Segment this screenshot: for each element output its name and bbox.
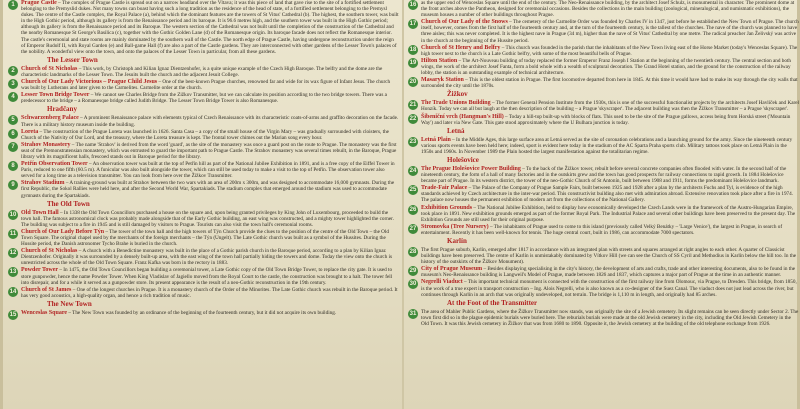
entry-title: Church of Our Lady Before Týn: [21, 228, 105, 235]
section-heading-karl-n: Karlín: [447, 237, 467, 245]
entry-30: 30 Negrelli Viaduct – This important technical monument is connected with the construction of the first railway line from Olomouc, via Prague, to Dresden. This bridge, from 1850, is the work of a true expert in transport construction – Ing. Alois Negrelli, who is also known as a co-designer of the Suez Canal. The viaduct does not just lead across the river, but continues through Karlín in an arch that was originally undeveloped, not terrain. The bridge is 1,110 m in length, and originally had 85 arches.: [409, 279, 797, 298]
entry-title: Šibeniční vrch (Hangman's Hill): [421, 113, 504, 120]
entry-title: Church of St Nicholas: [21, 65, 78, 72]
number-badge: 4: [8, 92, 18, 102]
entry-7: 7 Strahov Monastery – The name 'Strahov' is derived from the word 'guard', as the site of the monastery was once a guard post on the route to Prague. The monastery was the first seat of the Premonstratensian monastery, which was entrusted to guard the important path to Prague Castle. The Strahov monastery was several times rebuilt, in the Baroque, Prague library with its magnificent halls, frescoed stands out in Baroque period for the library.: [7, 142, 399, 160]
entry-text: The name 'Strahov' is derived from the word 'guard', as the site of the monastery was once a guard post on the route to Prague. The monastery was the first seat of the Premonstratensian monastery, which was entrusted to guard the important path to Prague Castle. The Strahov monastery was several times rebuilt, in the Baroque, Prague library with its magnificent halls, frescoed stands out in Baroque period for the library.: [21, 141, 397, 160]
number-badge: 13: [9, 269, 17, 276]
entry-text: This church was founded in the parish that the inhabitants of the New Town living east of the Horse Market (today's Wenceslas Square). The high tower next to the church is a Late Gothic belfry, with some of the most beautiful bells of Prague.: [421, 44, 798, 57]
entry-27: 27 Stromovka (Tree Nursery) – The inhabitants of Prague used to come to this island (previously called Velký Benátky – 'Large Venice'), the largest in Prague, in search of entertainment. Recently it has been well-known for tennis. The huge central court, built in 1986, can accommodate 7000 spectators.: [409, 223, 783, 236]
number-badge: 1: [8, 0, 18, 10]
entry-text: This is the oldest station in Prague. The first locomotive departed from here in 1845. At this time it would have had to make its way through the city walls that surrounded the city until the 1870s.: [421, 77, 798, 90]
section-heading-hole-ovice: Holešovice: [447, 155, 479, 164]
number-badge: 16: [409, 2, 417, 8]
entry-20: 20 Masaryk Station – This is the oldest station in Prague. The first locomotive departed from here in 1845. At this time it would have had to make its way through the city walls that surrounded the city until the 1870s.: [409, 77, 798, 90]
section-heading-the-lesser-town: The Lesser Town: [47, 55, 98, 64]
entry-26: 26 Exhibition Grounds – The National Jubilee Exhibition, held to display how economically developed the Czech Lands were in the framework of the Austro-Hungarian Empire, took place in 1891. New exhibition grounds emerged as part of the former Royal Park. The Industrial Palace and several other buildings have been preserved to the present day. The Exhibition Grounds are still used for their original purpose.: [409, 204, 796, 223]
number-badge: 28: [409, 249, 417, 255]
number-badge: 6: [8, 129, 18, 139]
entry-text: The former General Pension Institute from the 1930s, this is one of the successful functionalist projects by the architects Josef Havlíček and Karel Honzík. Today we can all but laugh at the then description of the building – a Prague 'skyscraper'. The adjacent building was then the Žižkov Transmitter – a Prague 'skyscraper'.: [421, 100, 799, 113]
entry-text: as the upper end of Wenceslas Square until the end of the century. The Neo-Renaissance building, by the architect Josef Schulz, is monumental in character. The prominent dome at the front arches above the Pantheon, designed for ceremonial occasions. Besides the collections in the main building (zoological, mineralogical, and numismatic exhibitions), the museum houses a number of other buildings throughout Prague.: [421, 0, 795, 19]
entry-text: The inhabitants of Prague used to come to this island (previously called Velký Benátky – 'Large Venice'), the largest in Prague, in search of entertainment. Recently it has been well-known for tennis. The huge central court, built in 1986, can accommodate 7000 spectators.: [421, 223, 783, 236]
entry-19: 19 Hilton Station – The Art-Nouveau building of today replaced the former Emperor Franz Joseph I Station at the beginning of the twentieth century. The central section and both wings, the work of the architect Josef Fanta, form a bold whole with a wealth of sculptural decoration. The Grand Hotel station, and the ground for the construction of the railway lobby, the station is an outstanding example of technical architecture.: [409, 57, 792, 77]
entry-title: Loreta: [21, 128, 39, 135]
entry-text: The Palace of the Company of Prague Sample Fairs, built between 1925 and 1928 after a plan by the architects Fuchs and Tyl, is evidence of the high standards achieved by Czech architecture in the inter-war period. This constructivist building also met with admiration abroad. Extensive renovation took place after a fire in 1974. The palace now houses the permanent exhibition of modern art from the collections of the National Gallery.: [421, 185, 794, 204]
number-badge: 20: [409, 79, 417, 86]
column-divider: [402, 0, 404, 409]
section-heading-the-old-town: The Old Town: [47, 199, 90, 208]
entry-text: The New Town was founded by an ordinance of the beginning of the fourteenth century, but it did not acquire its own building.: [72, 309, 337, 316]
number-badge: 7: [8, 142, 18, 152]
entry-text: To the back of the Žižkov tower, rebuilt before several concrete companies often flooded with water. In the second half of the nineteenth century, the form of a hall of many factories and in the outskirts grew and the town has good prospects for railway connections to rapid growth. In 1884 Holešovice became part of Prague. In its western district, the tower of the neo-Gothic Church of St Antonín, built between 1908 and 1911, forms the predominant Holešovice landmark.: [421, 165, 787, 185]
section-heading-hrad-any: Hradčany: [47, 105, 77, 114]
entry-title: Trade-Fair Palace: [421, 185, 468, 192]
entry-title: Church of Our Lady of the Snows: [421, 19, 508, 26]
number-badge: 2: [8, 66, 18, 76]
entry-title: Strahov Monastery: [21, 141, 71, 148]
entry-text: The Art-Nouveau building of today replaced the former Emperor Franz Joseph I Station at the beginning of the twentieth century. The central section and both wings, the work of the architect Josef Fanta, form a bold whole with a wealth of sculptural decoration. The Grand Hotel station, and the ground for the construction of the railway lobby, the station is an outstanding example of technical architecture.: [421, 57, 792, 77]
entry-text: A training-ground was built at Strahov between the two wars with an area of 200m x 300m, and was designed to accommodate 16,000 gymnasts. During the first Republic, the Sokol Rallies were held here, and after the Second World War, Spartakiads. The stadium complex that emerged around the stadium was used to accommodate gymnasts during the Spartakiads.: [21, 180, 395, 199]
number-badge: 3: [8, 79, 18, 89]
number-badge: 22: [409, 115, 417, 122]
entry-title: Church of St James: [21, 286, 72, 293]
entry-text: Besides displaying specialising in the city's history, the development of arts and crafts, trade and other interesting documents, also to be found in the museum's Neo-Renaissance building is Langweil's Model of Prague, made between 1826 and 1837, which captures a major part of Prague at the time in an authentic manner.: [421, 266, 796, 279]
number-badge: 31: [409, 310, 417, 317]
entry-29: 29 City of Prague Museum – Besides displaying specialising in the city's history, the development of arts and crafts, trade and other interesting documents, also to be found in the museum's Neo-Renaissance building is Langweil's Model of Prague, made between 1826 and 1837, which captures a major part of Prague at the time in an authentic manner.: [409, 266, 796, 279]
entry-title: Old Town Hall: [21, 209, 59, 216]
entry-text: In 1475, the Old Town Councillors began building a ceremonial tower, a Late Gothic copy of the Old Town Bridge Tower, to replace the city gate. It is used to store gunpowder, hence the name Powder Tower. When King Vladislav of Jagiello moved from the Royal Court to the castle, the construction was brought to a halt. The tower fell into disrepair, and for a while it served as a gunpowder store. Its present appearance is the result of a neo-Gothic reconstruction in the 19th century.: [21, 267, 393, 286]
entry-text: We cannot see Charles Bridge from the Zižkov Transmitter, but we can calculate its position according to the two bridge towers. There was a predecessor to the bridge – a Romanesque bridge called Judith Bridge. The Lesser Town Bridge Tower is also Romanesque.: [21, 92, 387, 105]
entry-text: One of the best-known Prague churches, renowned far and wide for its wax figure of Infant Jesus. The church was built by Lutherans and later given to the Carmelites. Carmelite order at the church.: [21, 79, 391, 92]
number-badge: 30: [409, 281, 417, 288]
entry-text: The tower of the town hall and the high towers of Týn Church provide the clues to the position of the centre of the Old Town – the Old Town Square. The original chapel used by the merchants of the foreign merchants – the Týn (Ungelt). The Late Gothic church was built as a symbol of the Hussites. During the Hussite period, the Danish astronomer Tycho Brahe is buried in the church.: [21, 228, 389, 248]
entry-title: The Trade Unions Building: [421, 100, 491, 107]
entry-text: The complex of Prague Castle is spread out on a narrow headland over the Vltava; it was this piece of land that gave rise to the site of a fortified settlement belonging to the Premyslid dukes. Not many towns can boast having such a long tradition as the residence of the head of state, of a fortified settlement belonging to the Premysl dukes. The centre of the Castle complex, the Royal Palace (a), behind which the dominant features are the towers of St Vitus' Cathedral (b). The highest, the southern tower, was built in the High Gothic period, although its gallery is from the Renaissance period and its baroque. It is 96.6 metres high, and the southern tower was built in the High Gothic period; although its gallery is from the Renaissance period and its Baroque. The western section of the Cathedral was not built until the completion of the construction of the Cathedral and the nearby Romanesque St George's Basilica (c), together with the Gothic Golden Lane (d) of the Romanesque origin. Its baroque facade does not reflect the Romanesque interior. The castle's ceremonial and state rooms are mainly dominated by the southern wall of the Castle. The north edge of Prague Castle, having undergone reconstruction under the reign of Emperor Rudolf II, with Royal Garden (e) and Ball-game Hall (f) are also a part of the Castle gardens. They are interconnected with other gardens of the Lesser Town's palaces of the nobility. A wonderful view onto the town, and onto the palaces of the Lesser Town in particular, from all these gardens.: [21, 0, 399, 55]
entry-17: 17 Church of Our Lady of the Snows – The cemetery of the Carmelite Order was founded by Charles IV in 1347, just before he established the New Town of Prague. The church itself, however, comes from the first half of the fourteenth century and, at the turn of the fourteenth century, is the tallest of the churches. The nave of the church was planned to have three aisles; this was never completed. It is the highest nave in Prague (34 m), higher than the nave of St Vitus' Cathedral by one metre. The radical preacher Jan Želivský was active in the church at the beginning of the Hussite period.: [409, 19, 799, 44]
entry-text: Today a hill-top built-up with blocks of flats. This used to be the site of the Prague gallows, access being from Horská street ('Mountain Way') and later via New Gate. This gate stood approximately where the U Bulhara junction is today.: [421, 113, 791, 126]
entry-16: [407, 0, 799, 18]
entry-11: 11 Church of Our Lady Before Týn – The tower of the town hall and the high towers of Týn Church provide the clues to the position of the centre of the Old Town – the Old Town Square. The original chapel used by the merchants of the foreign merchants – the Týn (Ungelt). The Late Gothic church was built as a symbol of the Hussites. During the Hussite period, the Danish astronomer Tycho Brahe is buried in the church.: [9, 228, 389, 248]
section-heading-at-the-foot-of-the-transmitter: At the Foot of the Transmitter: [447, 298, 538, 307]
number-badge: 11: [9, 230, 17, 237]
number-badge: 5: [8, 115, 18, 125]
entry-6: 6 Loreta – The construction of the Prague Loreta was launched in 1626. Santa Casa – a copy of the small house of the Virgin Mary – was gradually surrounded with cloisters, the Church of the Nativity of Our Lord, and the treasury, where the Loreta treasure is kept. The frontal tower chimes out the Marian song every hour.: [7, 129, 399, 141]
entry-title: Church of Our Lady Victorious – Prague Child Jesus: [21, 79, 158, 86]
entry-title: Masaryk Station: [421, 77, 464, 84]
left-column: [7, 0, 399, 409]
entry-31: [407, 309, 799, 327]
entry-title: Church of St Henry and Belfry: [421, 44, 501, 51]
number-badge: 15: [9, 311, 17, 318]
entry-1: 1 Prague Castle – The complex of Prague Castle is spread out on a narrow headland over the Vltava; it was this piece of land that gave rise to the site of a fortified settlement belonging to the Premyslid dukes. Not many towns can boast having such a long tradition as the residence of the head of state, of a fortified settlement belonging to the Premysl dukes. The centre of the Castle complex, the Royal Palace (a), behind which the dominant features are the towers of St Vitus' Cathedral (b). The highest, the southern tower, was built in the High Gothic period, although its gallery is from the Renaissance period and its baroque. It is 96.6 metres high, and the southern tower was built in the High Gothic period; although its gallery is from the Renaissance period and its Baroque. The western section of the Cathedral was not built until the completion of the construction of the Cathedral and the nearby Romanesque St George's Basilica (c), together with the Gothic Golden Lane (d) of the Romanesque origin. Its baroque facade does not reflect the Romanesque interior. The castle's ceremonial and state rooms are mainly dominated by the southern wall of the Castle. The north edge of Prague Castle, having undergone reconstruction under the reign of Emperor Rudolf II, with Royal Garden (e) and Ball-game Hall (f) are also a part of the Castle gardens. They are interconnected with other gardens of the Lesser Town's palaces of the nobility. A wonderful view onto the town, and onto the palaces of the Lesser Town in particular, from all these gardens.: [7, 0, 399, 55]
entry-title: Lesser Town Bridge Tower: [21, 92, 90, 99]
entry-title: Negrelli Viaduct: [421, 279, 463, 286]
entry-10: 10 Old Town Hall – In 1338 the Old Town Councillors purchased a house on the square and, upon being granted privileges by King John of Luxembourg, proceeded to build the town hall. The famous astronomical clock was probably made alongside that of the Early Gothic building, an east wing was constructed, and a mighty tower highlighted the corner. The building was subject to a fire in 1945 and is still damaged by visitors to Prague. Tourists can also visit the town hall's ceremonial rooms.: [9, 209, 394, 228]
entry-title: Prague Castle: [21, 0, 57, 6]
entry-13: 13 Powder Tower – In 1475, the Old Town Councillors began building a ceremonial tower, a Late Gothic copy of the Old Town Bridge Tower, to replace the city gate. It is used to store gunpowder, hence the name Powder Tower. When King Vladislav of Jagiello moved from the Royal Court to the castle, the construction was brought to a halt. The tower fell into disrepair, and for a while it served as a gunpowder store. Its present appearance is the result of a neo-Gothic reconstruction in the 19th century.: [9, 267, 393, 286]
entry-14: 14 Church of St James – One of the longest churches in Prague. It is a monastery church of the Order of the Minorites. The Late Gothic church was rebuilt in the Baroque period. It has very good acoustics, a high-quality organ, and hence a rich tradition of music.: [9, 286, 398, 299]
entry-text: The cemetery of the Carmelite Order was founded by Charles IV in 1347, just before he established the New Town of Prague. The church itself, however, comes from the first half of the fourteenth century and, at the turn of the fourteenth century, is the tallest of the churches. The nave of the church was planned to have three aisles; this was never completed. It is the highest nave in Prague (34 m), higher than the nave of St Vitus' Cathedral by one metre. The radical preacher Jan Želivský was active in the church at the beginning of the Hussite period.: [421, 19, 799, 44]
entry-24: 24 The Prague Holešovice Power Building – To the back of the Žižkov tower, rebuilt before several concrete companies often flooded with water. In the second half of the nineteenth century, the form of a hall of many factories and in the outskirts grew and the town has good prospects for railway connections to rapid growth. In 1884 Holešovice became part of Prague. In its western district, the tower of the neo-Gothic Church of St Antonín, built between 1908 and 1911, forms the predominant Holešovice landmark.: [409, 165, 787, 185]
entry-title: Hilton Station: [421, 57, 458, 64]
number-badge: 26: [409, 206, 417, 213]
entry-title: City of Prague Museum: [421, 266, 483, 273]
right-column: [407, 0, 799, 409]
entry-22: 22 Šibeniční vrch (Hangman's Hill) – Today a hill-top built-up with blocks of flats. This used to be the site of the Prague gallows, access being from Horská street ('Mountain Way') and later via New Gate. This gate stood approximately where the U Bulhara junction is today.: [409, 113, 791, 126]
number-badge: 18: [409, 46, 417, 53]
entry-text: In 1338 the Old Town Councillors purchased a house on the square and, upon being granted privileges by King John of Luxembourg, proceeded to build the town hall. The famous astronomical clock was probably made alongside that of the Early Gothic building, an east wing was constructed, and a mighty tower highlighted the corner. The building was subject to a fire in 1945 and is still damaged by visitors to Prague. Tourists can also visit the town hall's ceremonial rooms.: [21, 209, 394, 228]
entry-2: 2 Church of St Nicholas – This work, by Christoph and Kilian Ignaz Dientzenhofer, is a quite unique example of the Czech High Baroque. The belfry and the dome are the characteristic landmarks of the Lesser Town. The Jesuits built the church and the adjacent Jesuit College.: [7, 66, 399, 78]
entry-15: 15 Wenceslas Square – The New Town was founded by an ordinance of the beginning of the fourteenth century, but it did not acquire its own building.: [9, 309, 337, 318]
entry-9: 9 Strahov Stadium – A training-ground was built at Strahov between the two wars with an area of 200m x 300m, and was designed to accommodate 16,000 gymnasts. During the first Republic, the Sokol Rallies were held here, and after the Second World War, Spartakiads. The stadium complex that emerged around the stadium was used to accommodate gymnasts during the Spartakiads.: [7, 180, 399, 198]
entry-title: The Prague Holešovice Power Building: [421, 165, 521, 172]
entry-12: 12 Church of St Nicholas – A church with a Benedictine monastery was built in the place of a Gothic parish church in the Baroque period, according to a plan by Kilian Ignaz Dientzenhofer. Originally it was surrounded by a densely built-up area, with the east wing of the town hall partially hiding the towers and dome. Today the view onto the church is unrestricted across the whole of the Old Town Square. Franz Kafka was born in the rectory in 1883.: [9, 248, 393, 267]
entry-title: Exhibition Grounds: [421, 204, 473, 211]
section-heading-the-new-town: The New Town: [47, 299, 92, 308]
entry-title: Wenceslas Square: [21, 309, 68, 316]
entry-text: One of the longest churches in Prague. It is a monastery church of the Order of the Minorites. The Late Gothic church was rebuilt in the Baroque period. It has very good acoustics, a high-quality organ, and hence a rich tradition of music.: [21, 286, 398, 299]
entry-text: This important technical monument is connected with the construction of the first railway line from Olomouc, via Prague, to Dresden. This bridge, from 1850, is the work of a true expert in transport construction – Ing. Alois Negrelli, who is also known as a co-designer of the Suez Canal. The viaduct does not just lead across the river, but continues through Karlín in an arch that was originally undeveloped, not terrain. The bridge is 1,110 m in length, and originally had 85 arches.: [421, 279, 797, 298]
number-badge: 25: [409, 187, 417, 194]
entry-text: The construction of the Prague Loreta was launched in 1626. Santa Casa – a copy of the small house of the Virgin Mary – was gradually surrounded with cloisters, the Church of the Nativity of Our Lord, and the treasury, where the Loreta treasure is kept. The frontal tower chimes out the Marian song every hour.: [21, 128, 389, 141]
entry-text: A prominent Renaissance palace with elements typical of Czech Renaissance with its characteristic coats-of-arms and graffito decoration on the facade. There is a military history museum inside the building.: [21, 115, 399, 128]
number-badge: 12: [9, 250, 17, 257]
entry-text: The first Prague suburb, Karlín, emerged after 1817 in accordance with an integrated plan with streets and squares arranged at right angles to each other. A quarter of Classicist buildings have been preserved. The centre of Karlín is unmistakably dominated by Vítkov Hill (we can see the Church of SS Cyril and Methodius in Karlín below the hill too. In the history of the outskirts of the Žižkov Monument).: [421, 247, 797, 266]
number-badge: 9: [8, 180, 18, 190]
number-badge: 27: [409, 225, 417, 232]
number-badge: 29: [409, 268, 417, 275]
number-badge: 23: [409, 138, 417, 145]
number-badge: 10: [9, 211, 17, 218]
number-badge: 8: [8, 161, 18, 171]
entry-title: Church of St Nicholas: [21, 248, 78, 255]
number-badge: 14: [9, 288, 17, 295]
entry-3: 3 Church of Our Lady Victorious – Prague Child Jesus – One of the best-known Prague churches, renowned far and wide for its wax figure of Infant Jesus. The church was built by Lutherans and later given to the Carmelites. Carmelite order at the church.: [7, 79, 399, 91]
number-badge: 17: [409, 21, 417, 28]
entry-title: Letná Plain: [421, 136, 451, 143]
entry-title: Schwarzenberg Palace: [21, 115, 79, 122]
entry-text: The National Jubilee Exhibition, held to display how economically developed the Czech Lands were in the framework of the Austro-Hungarian Empire, took place in 1891. New exhibition grounds emerged as part of the former Royal Park. The Industrial Palace and several other buildings have been preserved to the present day. The Exhibition Grounds are still used for their original purpose.: [421, 204, 796, 223]
entry-5: 5 Schwarzenberg Palace – A prominent Renaissance palace with elements typical of Czech Renaissance with its characteristic coats-of-arms and graffito decoration on the facade. There is a military history museum inside the building.: [7, 115, 399, 127]
entry-text: This work, by Christoph and Kilian Ignaz Dientzenhofer, is a quite unique example of the Czech High Baroque. The belfry and the dome are the characteristic landmarks of the Lesser Town. The Jesuits built the church and the adjacent Jesuit College.: [21, 65, 383, 78]
entry-21: 21 The Trade Unions Building – The former General Pension Institute from the 1930s, this is one of the successful functionalist projects by the architects Josef Havlíček and Karel Honzík. Today we can all but laugh at the then description of the building – a Prague 'skyscraper'. The adjacent building was then the Žižkov Transmitter – a Prague 'skyscraper'.: [409, 100, 799, 113]
entry-text: In the Middle Ages, this large surface area at Letná served as the site of coronation celebrations and a launching ground for the army. Since the nineteenth century various sports events have been held here; indeed, sport is evident here today in the stadium of the AC Sparta Praha sports club. Military tattoos took place on Letná Plain in the 1950s and 1960s. In November 1989 the Plain hosted the largest manifestation against the totalitarian regime.: [421, 136, 793, 155]
section-heading-i-kov: Žižkov: [447, 90, 468, 99]
entry-title: Petřín Observation Tower: [21, 161, 88, 168]
entry-8: 8 Petřín Observation Tower – An observation tower was built at the top of Petřín hill as part of the National Jubilee Exhibition in 1891, and is a free copy of the Eiffel Tower in Paris, reduced to one fifth (60.5 m). A funicular was also built alongside the tower, which can still be used today to make a visit to the top of Petřín. The observation tower also served for a long time as a television transmitter. You can look from here over the Žižkov Transmitter.: [7, 161, 399, 179]
entry-23: 23 Letná Plain – In the Middle Ages, this large surface area at Letná served as the site of coronation celebrations and a launching ground for the army. Since the nineteenth century various sports events have been held here; indeed, sport is evident here today in the stadium of the AC Sparta Praha sports club. Military tattoos took place on Letná Plain in the 1950s and 1960s. In November 1989 the Plain hosted the largest manifestation against the totalitarian regime.: [409, 136, 793, 155]
entry-title: Powder Tower: [21, 267, 59, 274]
section-heading-letn: Letná: [447, 126, 465, 135]
number-badge: 21: [409, 102, 417, 109]
entry-text: The area of Mahler Public Gardens, where the Žižkov Transmitter now stands, was originally the site of a Jewish cemetery. Its slight remains can be seen directly under Sector 2. The town first did so in the plague epidemic burials were buried here. The reburials burials were made at the old Jewish cemetery in the city, including the Old Jewish Cemetery in the Old Town. It was this Jewish cemetery in Žižkov that was from 1680 to 1890. Opposite it, the Jewish cemetery at the building of the old telephone exchange from 1926.: [421, 308, 799, 327]
entry-25: 25 Trade-Fair Palace – The Palace of the Company of Prague Sample Fairs, built between 1925 and 1928 after a plan by the architects Fuchs and Tyl, is evidence of the high standards achieved by Czech architecture in the inter-war period. This constructivist building also met with admiration abroad. Extensive renovation took place after a fire in 1974. The palace now houses the permanent exhibition of modern art from the collections of the National Gallery.: [409, 185, 794, 204]
entry-title: Stromovka (Tree Nursery): [421, 223, 489, 230]
entry-text: An observation tower was built at the top of Petřín hill as part of the National Jubilee Exhibition in 1891, and is a free copy of the Eiffel Tower in Paris, reduced to one fifth (60.5 m). A funicular was also built alongside the tower, which can still be used today to make a visit to the top of Petřín. The observation tower also served for a long time as a television transmitter. You can look from here over the Žižkov Transmitter.: [21, 161, 395, 180]
number-badge: 19: [409, 59, 417, 66]
number-badge: 24: [409, 167, 417, 174]
entry-28: [407, 247, 799, 265]
entry-4: 4 Lesser Town Bridge Tower – We cannot see Charles Bridge from the Zižkov Transmitter, but we can calculate its position according to the two bridge towers. There was a predecessor to the bridge – a Romanesque bridge called Judith Bridge. The Lesser Town Bridge Tower is also Romanesque.: [7, 92, 399, 104]
entry-text: A church with a Benedictine monastery was built in the place of a Gothic parish church in the Baroque period, according to a plan by Kilian Ignaz Dientzenhofer. Originally it was surrounded by a densely built-up area, with the east wing of the town hall partially hiding the towers and dome. Today the view onto the church is unrestricted across the whole of the Old Town Square. Franz Kafka was born in the rectory in 1883.: [21, 248, 393, 267]
entry-title: Strahov Stadium: [21, 180, 65, 187]
entry-18: 18 Church of St Henry and Belfry – This church was founded in the parish that the inhabitants of the New Town living east of the Horse Market (today's Wenceslas Square). The high tower next to the church is a Late Gothic belfry, with some of the most beautiful bells of Prague.: [409, 44, 798, 57]
